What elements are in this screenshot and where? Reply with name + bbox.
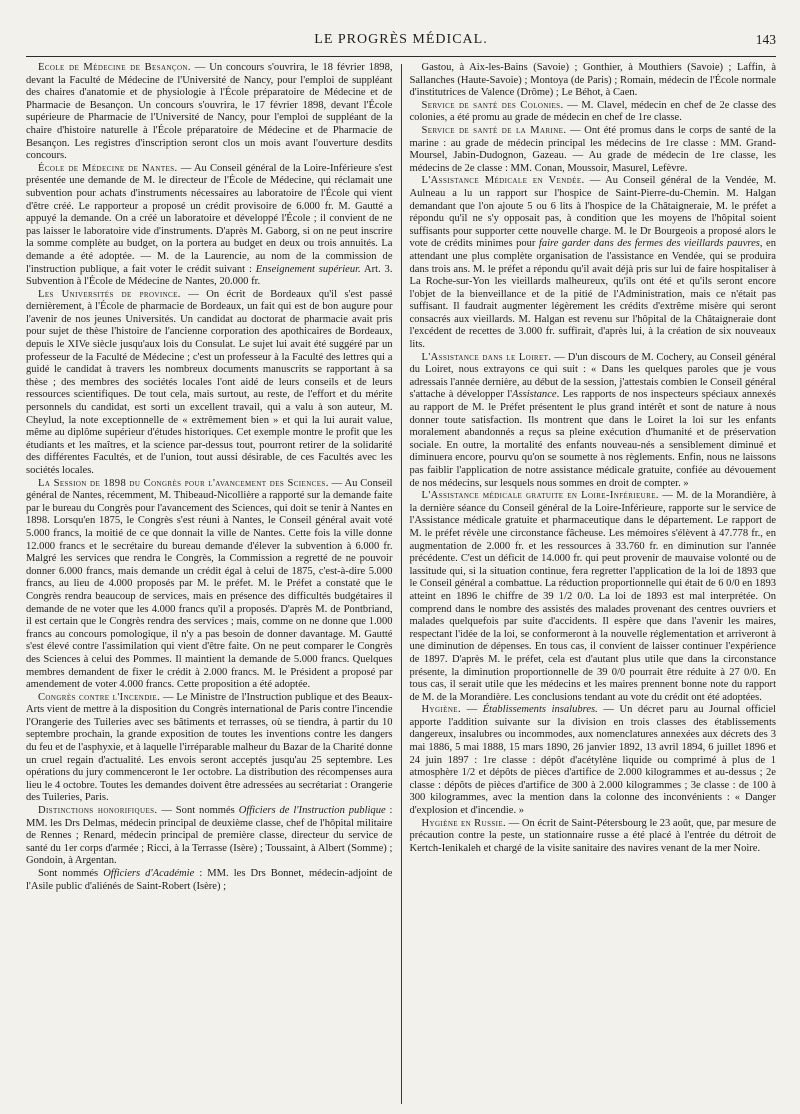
paragraph-text-continued: . Les rapports de nos inspecteurs spéciaux annexés au rapport de M. le Préfet présentent le plus grand intérêt et sont de nature à nous donner toute satisfaction. Ils montrent que dans le Loiret la loi sur les enfants moralement abandonnés a reçus sa pleine exécution d'humanité et de préservation sociale. En outre, la mortalité des enfants nouveau-nés a sensiblement diminué et diminuera encore, pourvu qu'on se soumette à nos règlements. Enfin, nous ne laissons pas faiblir l'application de notre assistance médicale gratuite, confiée au dévouement de nos médecins, sur lesquels nous sommes en droit de compter. » bbox=[409, 389, 776, 489]
paragraph-text: — Au Conseil général de la Loire-Inférieure s'est présentée une demande de M. le directeur de l'École de Médecine, qui réclamait une subvention pour achats d'instruments nécessaires au laboratoire de l'École qui vient d'être créé. Le rapporteur a proposé un crédit provisoire de 6.000 fr. M. Gautté a appuyé la demande. On a créé un laboratoire et développé l'École ; il convient de ne pas laisser le laboratoire vide d'instruments. D'après M. Gaborg, si on ne peut inscrire la somme complète au budget, on la portera au budget en deux ou trois annuités. La demande a été adoptée. — M. de la Laurencie, au nom de la commission de l'instruction publique, a fait voter le crédit suivant : bbox=[26, 162, 393, 275]
section-heading: L'Assistance médicale gratuite en Loire-Inférieure. bbox=[421, 490, 659, 502]
paragraph-text: Gastou, à Aix-les-Bains (Savoie) ; Gonthier, à Mouthiers (Savoie) ; Laffin, à Sallanches (Haute-Savoie) ; Montoya (de Paris) ; Romain, médecin de l'École normale d'institutrices de Valence (Drôme) ; Le Béhot, à Caen. bbox=[409, 62, 776, 99]
page-header bbox=[26, 32, 776, 52]
paragraph bbox=[410, 818, 777, 856]
section-heading: Service de santé des Colonies. bbox=[421, 99, 564, 111]
section-heading: Service de santé de la Marine. bbox=[421, 124, 567, 136]
italic-text: Établissements insalubres. bbox=[482, 704, 598, 716]
paragraph-text: — bbox=[461, 704, 483, 716]
text-columns bbox=[26, 62, 776, 1114]
section-heading: L'Assistance dans le Loiret. bbox=[421, 351, 552, 363]
paragraph-text: — Ont été promus dans le corps de santé de la marine : au grade de médecin principal les médecins de 1re classe : MM. Grand-Moursel, Jabin-Dudognon, Gazeau. — Au grade de médecin de 1re classe, les médecins de 2e classe : MM. Conan, Moussoir, Masurel, Lefèvre. bbox=[409, 124, 776, 174]
paragraph-text-continued: : MM. les Drs Bonnet, médecin-adjoint de l'Asile public d'aliénés de Saint-Robert (Isère) ; bbox=[26, 868, 393, 892]
paragraph bbox=[26, 692, 393, 805]
paragraph-text: — D'un discours de M. Cochery, au Conseil général du Loiret, nous extrayons ce qui suit : « Dans les quelques paroles que je vous adressais l'année dernière, au début de la session, j'attestais combien le Conseil général s'attache à développer l' bbox=[409, 351, 776, 401]
paragraph-text: — Au Conseil général de la Vendée, M. Aulneau a lu un rapport sur l'hospice de Saint-Pierre-du-Chemin. M. Halgan demandant que l'on ajoute 5 ou 6 lits à l'hospice de la Châtaigneraie, M. le préfet a répondu qu'il ne s'y opposait pas, à condition que les moyens de l'hôpital soient suffisants pour supporter cette nouvelle charge. M. le Dr Bourgeois a proposé alors le vote de crédits minimes pour bbox=[409, 175, 776, 250]
page-number: 143 bbox=[755, 32, 776, 47]
paragraph-text-continued: , en attendant une plus complète organisation de l'assistance en Vendée, qui se produira dans trois ans. M. le préfet a répondu qu'il avait déjà pris sur lui de faire hospitaliser à La Roche-sur-Yon les vieillards malheureux, qu'ils ont été et qu'ils seront encore l'objet de la bienveillance et de la pitié de l'Administration, mais ce n'était pas suffisant. Il faudrait augmenter légèrement les crédits d'extrême misère qui seront consacrés aux vieillards. M. Halgan est revenu sur l'hôpital de la Châtaigneraie dont l'excédent de recettes de 3.000 fr. suffirait, d'après lui, à la création de six nouveaux lits. bbox=[409, 238, 776, 351]
paragraph-text: — Sont nommés bbox=[157, 805, 239, 817]
paragraph bbox=[410, 175, 777, 351]
paragraph bbox=[26, 478, 393, 692]
section-heading: La Session de 1898 du Congrès pour l'avancement des Sciences. bbox=[38, 477, 329, 489]
paragraph-text: — Au Conseil général de Nantes, récemment, M. Thibeaud-Nicollière a rapporté sur la demande faite par le bureau du Congrès pour l'avancement des Sciences, qui doit se tenir à Nantes en 1898. Lorsqu'en 1875, le Congrès s'est réuni à Nantes, le Conseil général avait voté 5.000 francs, la moitié de ce que donnait la ville de Nantes. Cette fois la ville donne 12.000 francs et le secrétaire du bureau demande d'élever la subvention à 6.000 fr. Malgré les services que rendra le Congrès, la Commission a regretté de ne pouvoir donner 6.000 francs, mais demande un crédit égal à celui de 1875, c'est-à-dire 5.000 francs, au lieu de 4.000 proposés par M. le préfet. M. le Préfet a constaté que le Congrès rendra beaucoup de services, mais en présence des difficultés budgétaires il demande de ne voter que les 4.000 francs qu'il a proposés. D'après M. de Pontbriand, il est certain que le Congrès rendra des services ; mais, comme on ne donne que 1.000 francs au concours pomologique, il n'y a pas besoin de donner davantage. M. Gautté s'est élevé contre l'assimilation qui vient d'être faite. On ne peut comparer le Congrès des Sciences à celui des Pommes. Il maintient la demande de 5.000 francs. Quelques membres demandent de fixer le crédit à 2.000 francs. M. le Président a proposé par amendement de voter 4.000 francs. Cette proposition a été adoptée. bbox=[26, 477, 393, 691]
paragraph-text: — Le Ministre de l'Instruction publique et des Beaux-Arts vient de mettre à la disposition du Congrès international de Paris contre l'incendie l'Orangerie des Tuileries avec ses bâtiments et terrasses, où se tiendra, à partir du 10 septembre prochain, la grande exposition de toutes les inventions contre les dangers du feu et de l'asphyxie, et à laquelle l'irréparable malheur du Bazar de la Charité donne un cruel regain d'actualité. Les envois seront acceptés jusqu'au 25 septembre. Les opérations du jury commenceront le 1er octobre. La distribution des récompenses aura lieu le 4 octobre. Toutes les demandes doivent être adressées au secrétariat : Orangerie des Tuileries, Paris. bbox=[26, 691, 393, 804]
paragraph bbox=[26, 62, 393, 163]
paragraph-text: — Un concours s'ouvrira, le 18 février 1898, devant la Faculté de Médecine de l'Université de Nancy, pour l'emploi de suppléant des chaires d'anatomie et de physiologie à l'École préparatoire de Médecine et de Pharmacie de Besançon. Un concours s'ouvrira, le 17 février 1898, devant l'École supérieure de Pharmacie de l'Université de Nancy, pour l'emploi de suppléant de la chaire d'histoire naturelle à l'École préparatoire de Médecine et de Pharmacie de Besançon. Les registres d'inscription seront clos un mois avant l'ouverture desdits concours. bbox=[26, 62, 393, 162]
italic-text: Enseignement supérieur. bbox=[255, 263, 361, 275]
paragraph bbox=[410, 100, 777, 125]
paragraph bbox=[410, 125, 777, 175]
paragraph bbox=[26, 868, 393, 893]
section-heading: École de Médecine de Besançon. bbox=[38, 62, 191, 73]
section-heading: École de Médecine de Nantes. bbox=[38, 162, 178, 174]
running-title: LE PROGRÈS MÉDICAL. bbox=[314, 32, 488, 47]
section-heading: L'Assistance Médicale en Vendée. bbox=[421, 175, 585, 187]
italic-text: faire garder dans des fermes des vieillards pauvres bbox=[538, 238, 760, 250]
paragraph bbox=[26, 163, 393, 289]
paragraph-text-continued: : MM. les Drs Delmas, médecin principal de deuxième classe, chef de l'hôpital militaire de Rennes ; Renard, médecin principal de première classe, directeur du service de santé du 1er corps d'armée ; Ricci, à la Terrasse (Isère) ; Toussaint, à Albert (Somme) ; Gondoin, à Argentan. bbox=[26, 805, 393, 867]
paragraph-text: — M. Clavel, médecin en chef de 2e classe des colonies, a été promu au grade de médecin en chef de 1re classe. bbox=[409, 99, 776, 124]
left-column bbox=[26, 62, 401, 1114]
italic-text: Officiers d'Académie bbox=[103, 868, 195, 879]
section-heading: Congrès contre l'Incendie. bbox=[38, 691, 161, 703]
paragraph bbox=[410, 704, 777, 817]
paragraph bbox=[410, 490, 777, 704]
paragraph-text: — On écrit de Bordeaux qu'il s'est passé dernièrement, à l'École de pharmacie de Bordeaux, un fait qui est de bon augure pour l'avenir de nos jeunes Universités. Un candidat au doctorat de pharmacie avait pris pour sujet de thèse l'histoire de l'ancienne corporation des apothicaires de Bordeaux, depuis le XIVe siècle jusqu'aux lois du Consulat. Le sujet lui avait été suggéré par un professeur de la Faculté de Médecine ; c'est un professeur à la Faculté des lettres qui a guidé le candidat à travers les nombreux documents manuscrits se rapportant à sa thèse ; des membres des sociétés locales l'ont aidé de leurs conseils et de leurs ressources scientifiques. De tout cela, mais surtout, au reste, de l'effort et du mérite personnels du candidat, est sorti un excellent travail, qui a valu à son auteur, M. Cheylud, la note exceptionnelle de « extrêmement bien » et qui la lui aurait value, même au diplôme supérieur d'études historiques. Cet exemple montre le profit que les étudiants et les maîtres, et la science par-dessus tout, pourront retirer de la solidarité des différentes Facultés, et de l'union, tout aussi désirable, de ces Facultés avec les sociétés locales. bbox=[26, 288, 393, 476]
paragraph bbox=[26, 805, 393, 868]
section-heading: Distinctions honorifiques. bbox=[38, 805, 158, 817]
paragraph-text-continued: Art. 3. Subvention à l'École de Médecine de Nantes, 20.000 fr. bbox=[26, 263, 393, 288]
paragraph-text: — M. de la Morandière, à la dernière séance du Conseil général de la Loire-Inférieure, rapporte sur le service de l'Assistance médicale gratuite et pharmaceutique dans le département. Le rapport de M. le préfet révèle une circonstance fâcheuse. Les mémoires s'élèvent à 47.778 fr., en augmentation de 2.000 fr. et les ressources à 33.760 fr. en diminution sur l'année précédente. C'est un déficit de 14.000 fr. qui peut provenir de mauvaise volonté ou de lassitude qui, si la situation continue, fera regretter l'application de la loi de 1893 que le Conseil général a combattue. La réduction proportionnelle qui était de 6 0/0 en 1893 atteint en 1896 le chiffre de 39 1/2 0/0. La loi de 1893 est mal interprétée. On comprend dans le nombre des assistés des malades provenant des centres ouvriers et malades quelquefois par suite d'accidents. Il espère que dans l'avenir les maires, respectant l'idée de la loi, se conformeront à la nouvelle réglementation et arriveront à une diminution de dépenses. En tous cas, il convient de laisser continuer l'expérience de 1897. D'après M. le préfet, cela est d'autant plus utile que dans la circonstance présente, la diminution proportionnelle de 39 0/0 pourrait être réduite à 27 0/0. En tous cas, il serait utile que les médecins et les maires prennent bonne note du rapport de M. de la Morandière. Les conclusions tendant au vote du crédit ont été adoptées. bbox=[409, 490, 776, 703]
section-heading: Hygiène en Russie. bbox=[421, 817, 507, 829]
paragraph-text: Sont nommés bbox=[38, 868, 104, 879]
header-rule bbox=[26, 56, 776, 57]
paragraph-text-continued: — Un décret paru au Journal officiel apporte l'addition suivante sur la division en trois classes des établissements dangereux, insalubres ou incommodes, aux nomenclatures annexées aux décrets des 3 mai 1886, 5 mai 1888, 15 mars 1890, 26 janvier 1892, 13 avril 1894, 6 juillet 1896 et 24 juin 1897 : 1re classe : dépôt d'acétylène liquide ou comprimé à plus de 1 atmosphère 1/2 et dépôts de pièces d'artifice de 2.000 kilogrammes et au-dessus ; 2e classe : dépôts de pièces d'artifice de 300 à 2.000 kilogrammes ; 3e classe : de 100 à 300 kilogrammes, avec la mention dans la colonne des inconvénients : « Danger d'explosion et d'incendie. » bbox=[409, 704, 776, 817]
italic-text: Assistance bbox=[512, 389, 557, 401]
paragraph bbox=[26, 289, 393, 478]
right-column bbox=[402, 62, 777, 1114]
paragraph bbox=[410, 352, 777, 491]
italic-text: Officiers de l'Instruction publique bbox=[238, 805, 386, 817]
section-heading: Hygiène. bbox=[421, 704, 462, 716]
section-heading: Les Universités de province. bbox=[38, 288, 181, 300]
paragraph-text: — On écrit de Saint-Pétersbourg le 23 août, que, par mesure de précaution contre la peste, un stationnaire russe a été placé à l'entrée du détroit de Kertch-Ienikaleh et chargé de la visite sanitaire des navires venant de la mer Noire. bbox=[409, 817, 776, 854]
paragraph bbox=[410, 62, 777, 100]
